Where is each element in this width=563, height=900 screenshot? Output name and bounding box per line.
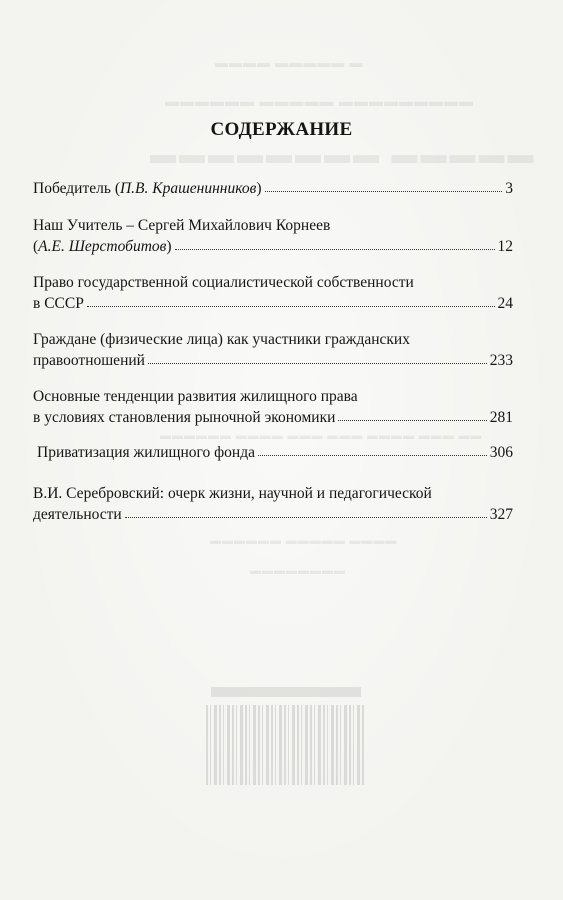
toc-entry bbox=[33, 272, 513, 314]
toc-page-number: 24 bbox=[497, 295, 513, 312]
toc-page-number: 306 bbox=[489, 444, 513, 461]
toc-page-number: 281 bbox=[489, 409, 513, 426]
dot-leader bbox=[258, 455, 487, 456]
toc-entry-row bbox=[37, 442, 513, 463]
toc-entry-row bbox=[33, 504, 513, 525]
bleed-through-text: ▬▬▬▬▬▬ ▬▬▬▬ ▬▬▬ ▬▬▬ ▬▬▬▬ ▬▬▬ ▬▬ bbox=[160, 430, 483, 442]
toc-entry-title-cont: правоотношений bbox=[33, 352, 145, 369]
toc-entry-row bbox=[33, 350, 513, 371]
toc-entry bbox=[33, 483, 513, 525]
bleed-through-text: ▬▬▬▬▬▬▬▬ bbox=[250, 565, 346, 577]
toc-entry-title-cont: деятельности bbox=[33, 506, 122, 523]
toc-entry bbox=[37, 442, 513, 463]
toc-entry-row bbox=[33, 293, 513, 314]
toc-entry-row bbox=[33, 407, 513, 428]
toc-entry-title: В.И. Серебровский: очерк жизни, научной и педагогической bbox=[33, 485, 432, 502]
toc-entry-author: П.В. Крашенинников bbox=[119, 180, 257, 197]
toc-entry-title-cont: (А.Е. Шерстобитов) bbox=[33, 238, 172, 255]
toc-entry-row bbox=[33, 178, 513, 199]
toc-entry-author: А.Е. Шерстобитов bbox=[38, 238, 167, 255]
dot-leader bbox=[125, 517, 487, 518]
toc-page-number: 327 bbox=[489, 506, 513, 523]
bleed-through-barcode bbox=[196, 685, 376, 800]
page-title: СОДЕРЖАНИЕ bbox=[210, 119, 353, 140]
toc-entry-row bbox=[33, 236, 513, 257]
dot-leader bbox=[87, 306, 495, 307]
toc-entry-title-cont: в СССР bbox=[33, 295, 84, 312]
toc-entry bbox=[33, 329, 513, 371]
toc-entry-title: Основные тенденции развития жилищного права bbox=[33, 388, 358, 405]
toc-entry-title: Право государственной социалистической собственности bbox=[33, 274, 414, 291]
dot-leader bbox=[175, 249, 495, 250]
toc-page-number: 3 bbox=[505, 180, 513, 197]
toc-entry bbox=[33, 178, 513, 199]
toc-entry-title-cont: в условиях становления рыночной экономики bbox=[33, 409, 336, 426]
toc-entry-title: Приватизация жилищного фонда bbox=[37, 444, 255, 461]
toc-entry-title: Победитель (П.В. Крашенинников) bbox=[33, 180, 262, 197]
bleed-through-text: ▬▬▬▬ ▬▬▬▬▬ ▬ bbox=[215, 55, 364, 70]
toc-entry-title: Граждане (физические лица) как участники гражданских bbox=[33, 331, 410, 348]
toc-page-number: 233 bbox=[489, 352, 513, 369]
dot-leader bbox=[148, 363, 487, 364]
toc-entry bbox=[33, 386, 513, 428]
toc-entry bbox=[33, 215, 513, 257]
bleed-through-text: ▬▬▬▬▬▬ ▬▬▬▬▬ ▬▬▬▬▬▬▬▬▬ bbox=[165, 95, 474, 110]
toc-entry-title: Наш Учитель – Сергей Михайлович Корнеев bbox=[33, 217, 331, 234]
bleed-through-text: ▬▬▬▬▬▬▬▬ ▬▬▬▬▬ bbox=[150, 140, 537, 169]
dot-leader bbox=[265, 191, 503, 192]
dot-leader bbox=[338, 420, 486, 421]
bleed-through-text: ▬▬▬▬▬▬ ▬▬▬▬▬ ▬▬▬▬ bbox=[210, 535, 398, 547]
toc-page-number: 12 bbox=[497, 238, 513, 255]
